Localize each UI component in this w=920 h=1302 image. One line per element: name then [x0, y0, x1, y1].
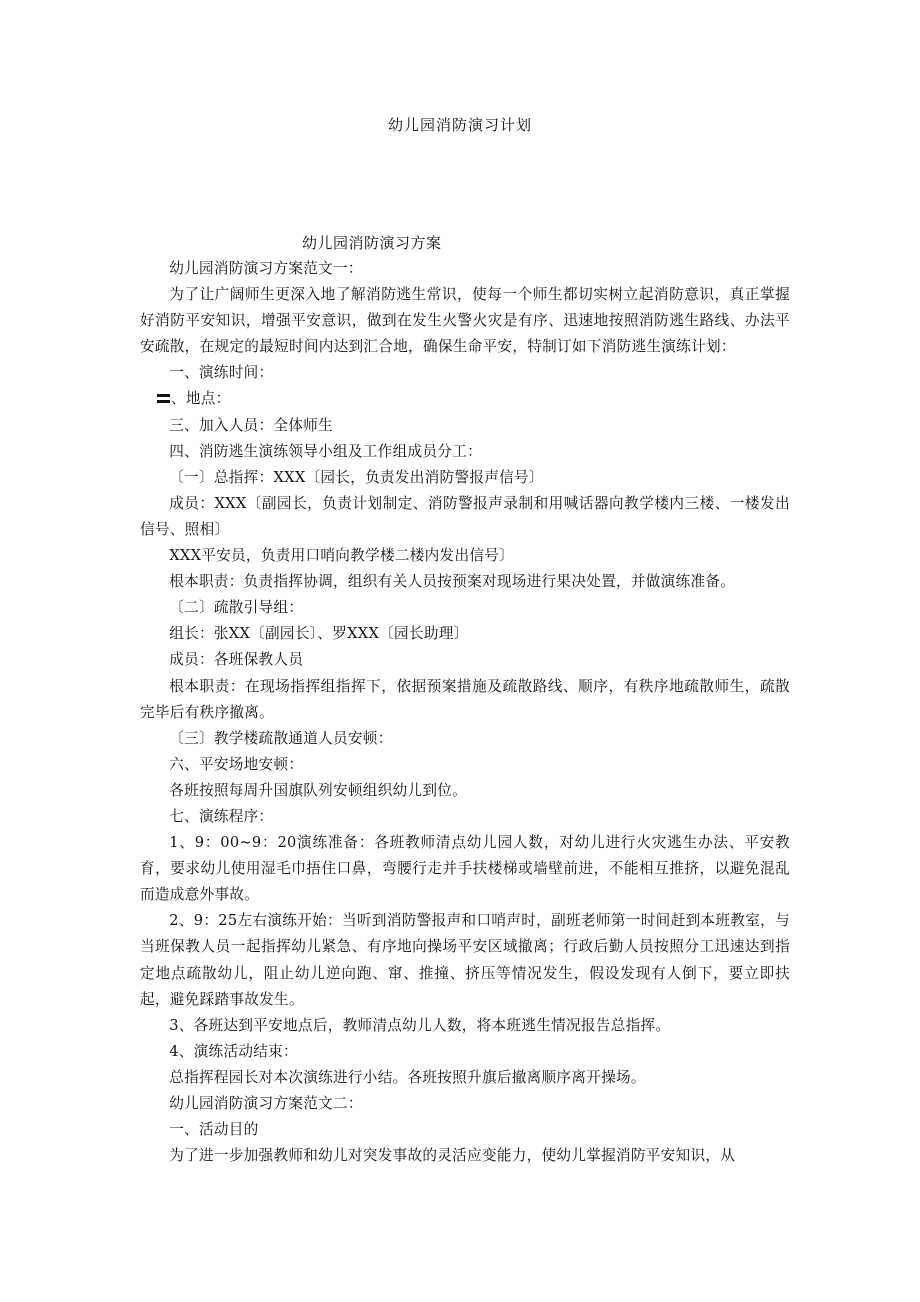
paragraph: 三、加入人员：全体师生 — [169, 416, 334, 434]
document-subtitle: 幼儿园消防演习方案 — [302, 234, 442, 252]
paragraph: 幼儿园消防演习方案范文一： — [169, 260, 363, 277]
paragraph: 4、演练活动结束： — [169, 1042, 298, 1060]
paragraph: 各班按照每周升国旗队列安顿组织幼儿到位。 — [169, 781, 468, 799]
paragraph: 一、活动目的 — [169, 1121, 259, 1139]
document-body — [140, 256, 790, 1169]
paragraph: XXX平安员，负责用口哨向教学楼二楼内发出信号〕 — [169, 547, 515, 565]
paragraph: 1、9：00~9：20演练准备：各班教师清点幼儿园人数，对幼儿进行火灾逃生办法、平安教育，要求幼儿使用湿毛巾捂住口鼻，弯腰行走并手扶楼梯或墙壁前进，不能相互推挤，以避免混乱而造成意外事故。 — [140, 834, 790, 904]
paragraph: 为了进一步加强教师和幼儿对突发事故的灵活应变能力，使幼儿掌握消防平安知识，从 — [169, 1147, 736, 1165]
paragraph: 四、消防逃生演练领导小组及工作组成员分工： — [169, 442, 482, 460]
paragraph: 2、9：25左右演练开始：当听到消防警报声和口哨声时，副班老师第一时间赶到本班教室，与当班保教人员一起指挥幼儿紧急、有序地向操场平安区域撤离；行政后勤人员按照分工迅速达到指定地点疏散幼儿，阻止幼儿逆向跑、窜、推撞、挤压等情况发生，假设发现有人倒下，要立即扶起，避免踩踏事故发生。 — [140, 912, 790, 1008]
paragraph: 组长：张XX〔副园长〕、罗XXX〔园长助理〕 — [169, 625, 469, 643]
paragraph: 幼儿园消防演习方案范文二： — [169, 1095, 363, 1112]
paragraph: 成员：各班保教人员 — [169, 651, 304, 669]
paragraph: 一、演练时间： — [169, 364, 274, 382]
document-title: 幼儿园消防演习计划 — [387, 116, 532, 134]
paragraph: 3、各班达到平安地点后，教师清点幼儿人数，将本班逃生情况报告总指挥。 — [169, 1016, 671, 1034]
paragraph: 为了让广阔师生更深入地了解消防逃生常识，使每一个师生都切实树立起消防意识，真正掌握好消防平安知识，增强平安意识，做到在发生火警火灾是有序、迅速地按照消防逃生路线、办法平安疏散，在规定的最短时间内达到汇合地，确保生命平安，特制订如下消防逃生演练计划： — [140, 286, 790, 356]
double-bar-mark-icon — [157, 393, 170, 404]
paragraph: 根本职责：负责指挥协调，组织有关人员按预案对现场进行果决处置，并做演练准备。 — [169, 573, 736, 591]
paragraph-with-mark — [140, 386, 790, 412]
paragraph: 七、演练程序： — [169, 807, 274, 825]
paragraph: 根本职责：在现场指挥组指挥下，依据预案措施及疏散路线、顺序，有秩序地疏散师生，疏散完毕后有秩序撤离。 — [140, 677, 790, 721]
paragraph-text: 、地点： — [171, 390, 231, 408]
paragraph: 六、平安场地安顿： — [169, 755, 304, 773]
paragraph: 〔一〕总指挥：XXX〔园长，负责发出消防警报声信号〕 — [169, 468, 544, 486]
paragraph: 总指挥程园长对本次演练进行小结。各班按照升旗后撤离顺序离开操场。 — [169, 1068, 646, 1086]
paragraph: 〔二〕疏散引导组： — [169, 599, 304, 617]
paragraph: 〔三〕教学楼疏散通道人员安顿： — [169, 729, 393, 747]
paragraph: 成员：XXX〔副园长，负责计划制定、消防警报声录制和用喊话器向教学楼内三楼、一楼发出信号、照相〕 — [140, 494, 790, 538]
